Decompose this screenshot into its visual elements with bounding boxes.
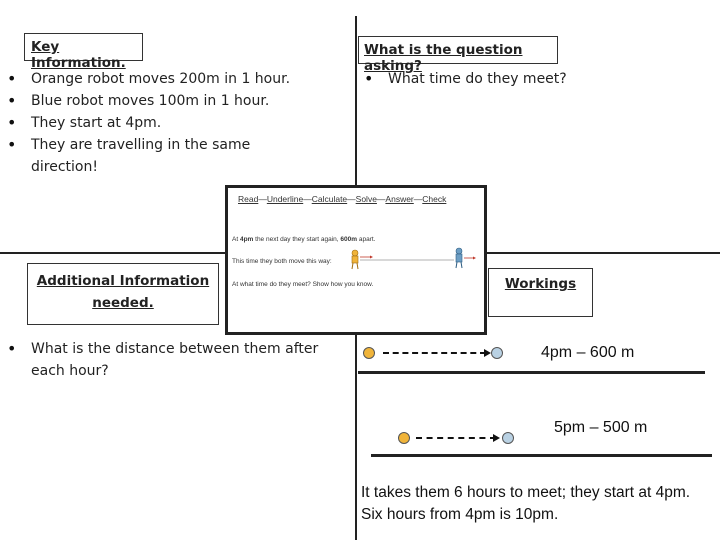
- inset-line-1: At 4pm the next day they start again, 600m apart.: [232, 236, 376, 243]
- step-answer: Answer: [385, 194, 414, 204]
- orange-robot-dot: [398, 432, 410, 444]
- orange-robot-dot: [363, 347, 375, 359]
- workings-step-2: 5pm – 500 m: [554, 419, 648, 436]
- additional-info-bullet: • What is the distance between them after each hour?: [7, 338, 337, 382]
- distance-line-2: [371, 454, 712, 457]
- workings-box: [488, 268, 593, 317]
- distance-line-1: [358, 371, 705, 374]
- blue-robot-icon: [456, 248, 462, 268]
- step-solve: Solve: [355, 194, 377, 204]
- robots-illustration: [228, 188, 487, 335]
- dashed-arrow-line: [383, 352, 486, 354]
- key-info-bullet: • Blue robot moves 100m in 1 hour.: [7, 90, 327, 112]
- inset-line-2: This time they both move this way:: [232, 258, 332, 265]
- key-information-title: Key Information.: [31, 39, 126, 71]
- step-check: Check: [422, 194, 447, 204]
- key-information-box: [24, 33, 143, 71]
- dashed-arrow-line: [416, 437, 496, 439]
- inset-line-3: At what time do they meet? Show how you know.: [232, 281, 374, 288]
- workings-title: Workings: [504, 276, 577, 292]
- blue-robot-dot: [491, 347, 503, 359]
- key-information-list: [7, 68, 327, 178]
- step-underline: Underline: [266, 194, 304, 204]
- workings-conclusion: It takes them 6 hours to meet; they start at 4pm. Six hours from 4pm is 10pm.: [361, 484, 691, 523]
- question-bullet: • What time do they meet?: [364, 68, 704, 90]
- step-read: Read: [238, 194, 259, 204]
- arrow-head-icon: [493, 434, 500, 442]
- workings-step-1: 4pm – 600 m: [541, 344, 635, 361]
- blue-robot-dot: [502, 432, 514, 444]
- question-list: [364, 68, 704, 90]
- key-info-bullet: • They are travelling in the same direction!: [7, 134, 291, 178]
- arrow-head-icon: [484, 349, 491, 357]
- step-calculate: Calculate: [311, 194, 348, 204]
- additional-information-list: [7, 338, 337, 382]
- orange-robot-icon: [352, 250, 358, 269]
- additional-information-title: Additional Information needed.: [36, 273, 210, 311]
- worksheet-inset: [225, 185, 487, 335]
- solving-steps: Read—Underline—Calculate—Solve—Answer—Check: [238, 194, 447, 204]
- key-info-bullet: • Orange robot moves 200m in 1 hour.: [7, 68, 327, 90]
- question-title: What is the question asking?: [364, 42, 523, 74]
- question-box: [358, 36, 558, 74]
- additional-information-box: [27, 263, 219, 325]
- key-info-bullet: • They start at 4pm.: [7, 112, 327, 134]
